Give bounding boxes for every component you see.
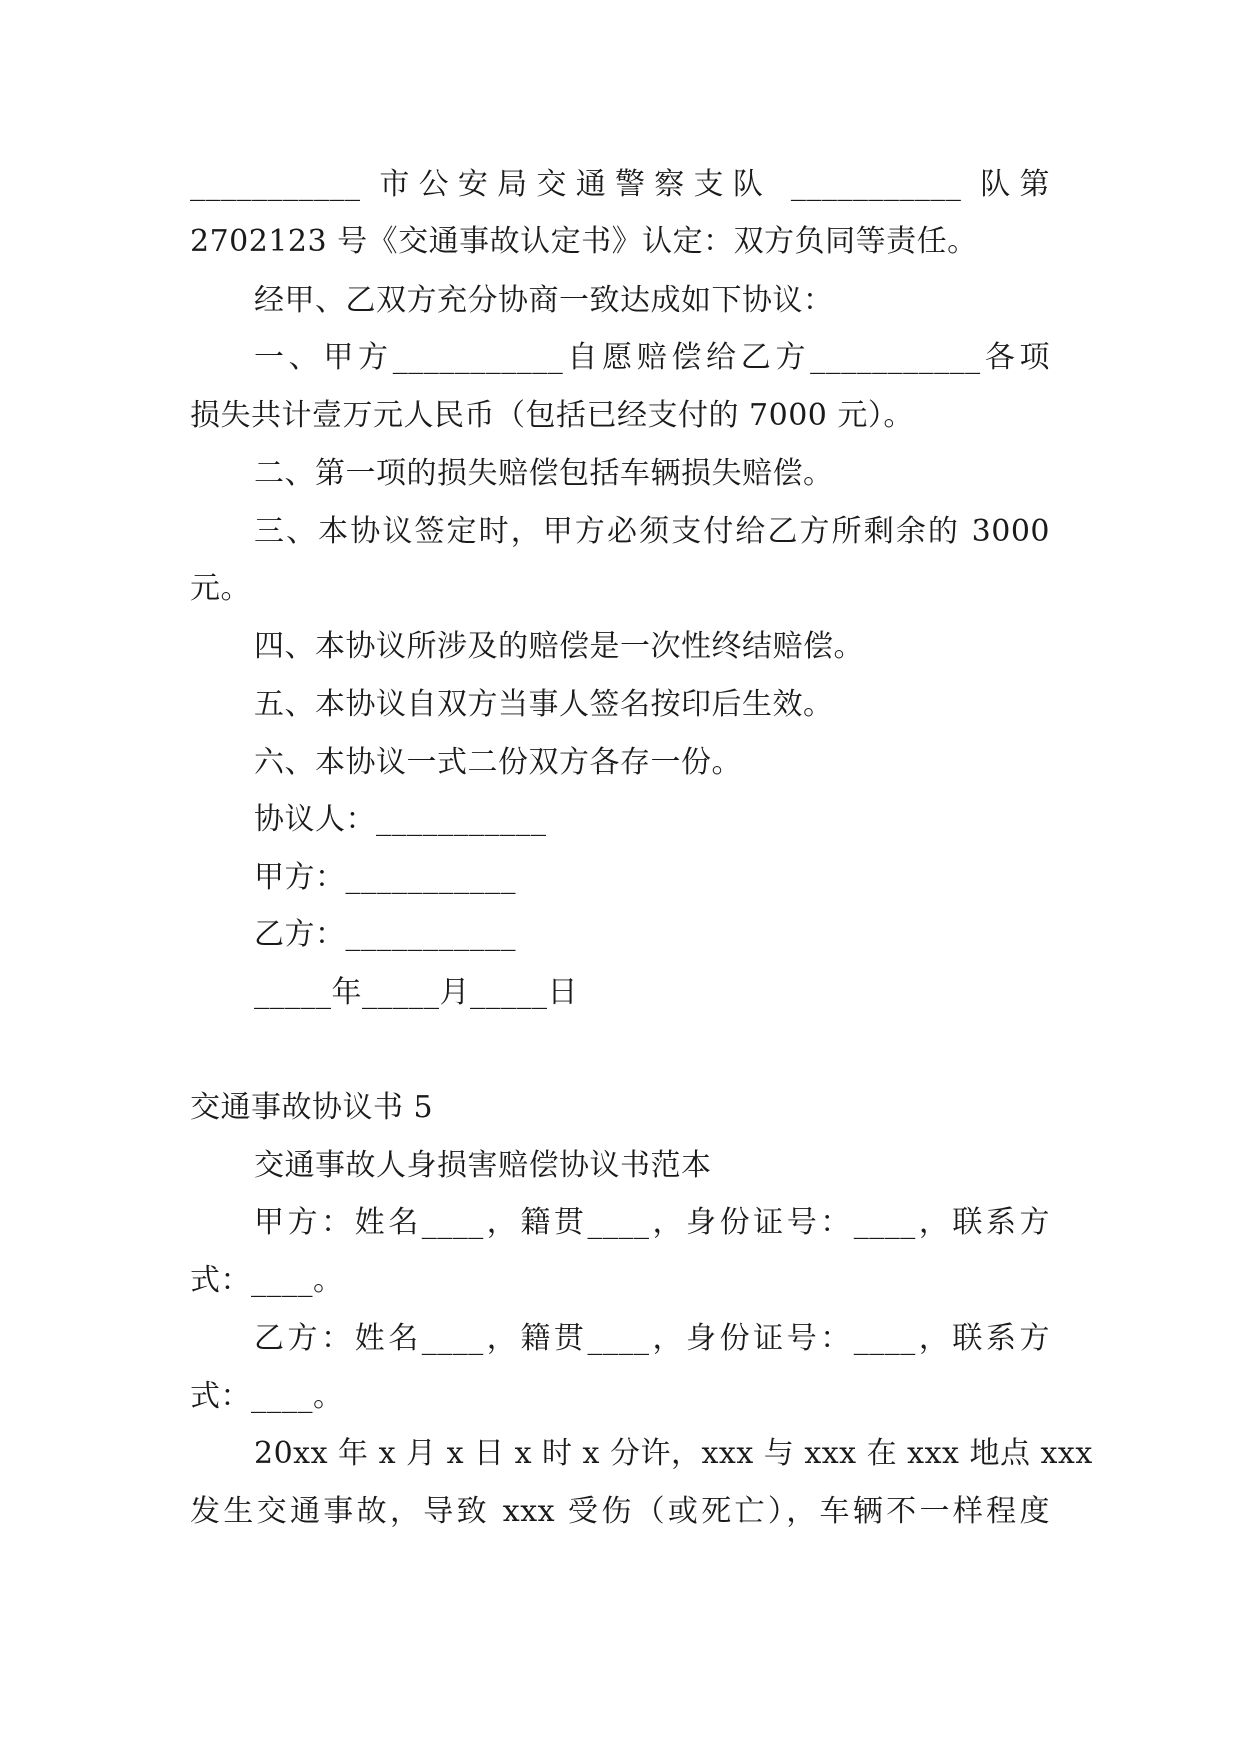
paragraph-line: 损失共计壹万元人民币（包括已经支付的 7000 元）。: [190, 398, 914, 433]
paragraph-line: 乙方：姓名____，籍贯____，身份证号：____，联系方: [254, 1321, 1050, 1356]
section-subtitle: 交通事故人身损害赔偿协议书范本: [254, 1148, 712, 1183]
paragraph-line: 六、本协议一式二份双方各存一份。: [254, 745, 742, 780]
paragraph-line: 三、本协议签定时，甲方必须支付给乙方所剩余的 3000: [254, 514, 1050, 549]
section-title: 交通事故协议书 5: [190, 1090, 434, 1125]
paragraph-line: 发生交通事故，导致 xxx 受伤（或死亡），车辆不一样程度: [190, 1494, 1050, 1529]
paragraph-line: 式：____。: [190, 1263, 344, 1298]
date-line: _____年_____月_____日: [254, 975, 578, 1010]
paragraph-line: 经甲、乙双方充分协商一致达成如下协议：: [254, 283, 834, 318]
paragraph-line: 一、甲方___________自愿赔偿给乙方___________各项: [254, 340, 1050, 375]
paragraph-line: 式：____。: [190, 1379, 344, 1414]
signature-line: 协议人：___________: [254, 802, 547, 837]
paragraph-line: 元。: [190, 571, 251, 606]
signature-line: 甲方：___________: [254, 860, 516, 895]
paragraph-line: 甲方：姓名____，籍贯____，身份证号：____，联系方: [254, 1205, 1050, 1240]
paragraph-line: 五、本协议自双方当事人签名按印后生效。: [254, 687, 834, 722]
paragraph-line: 2702123 号《交通事故认定书》认定：双方负同等责任。: [190, 224, 978, 259]
paragraph-line: 二、第一项的损失赔偿包括车辆损失赔偿。: [254, 456, 834, 491]
paragraph-line: 20xx 年 x 月 x 日 x 时 x 分许，xxx 与 xxx 在 xxx 地点 xxx: [254, 1436, 1093, 1471]
paragraph-line: 四、本协议所涉及的赔偿是一次性终结赔偿。: [254, 629, 864, 664]
signature-line: 乙方：___________: [254, 917, 516, 952]
paragraph-line: ___________ 市公安局交通警察支队 ___________ 队第: [190, 167, 1050, 202]
